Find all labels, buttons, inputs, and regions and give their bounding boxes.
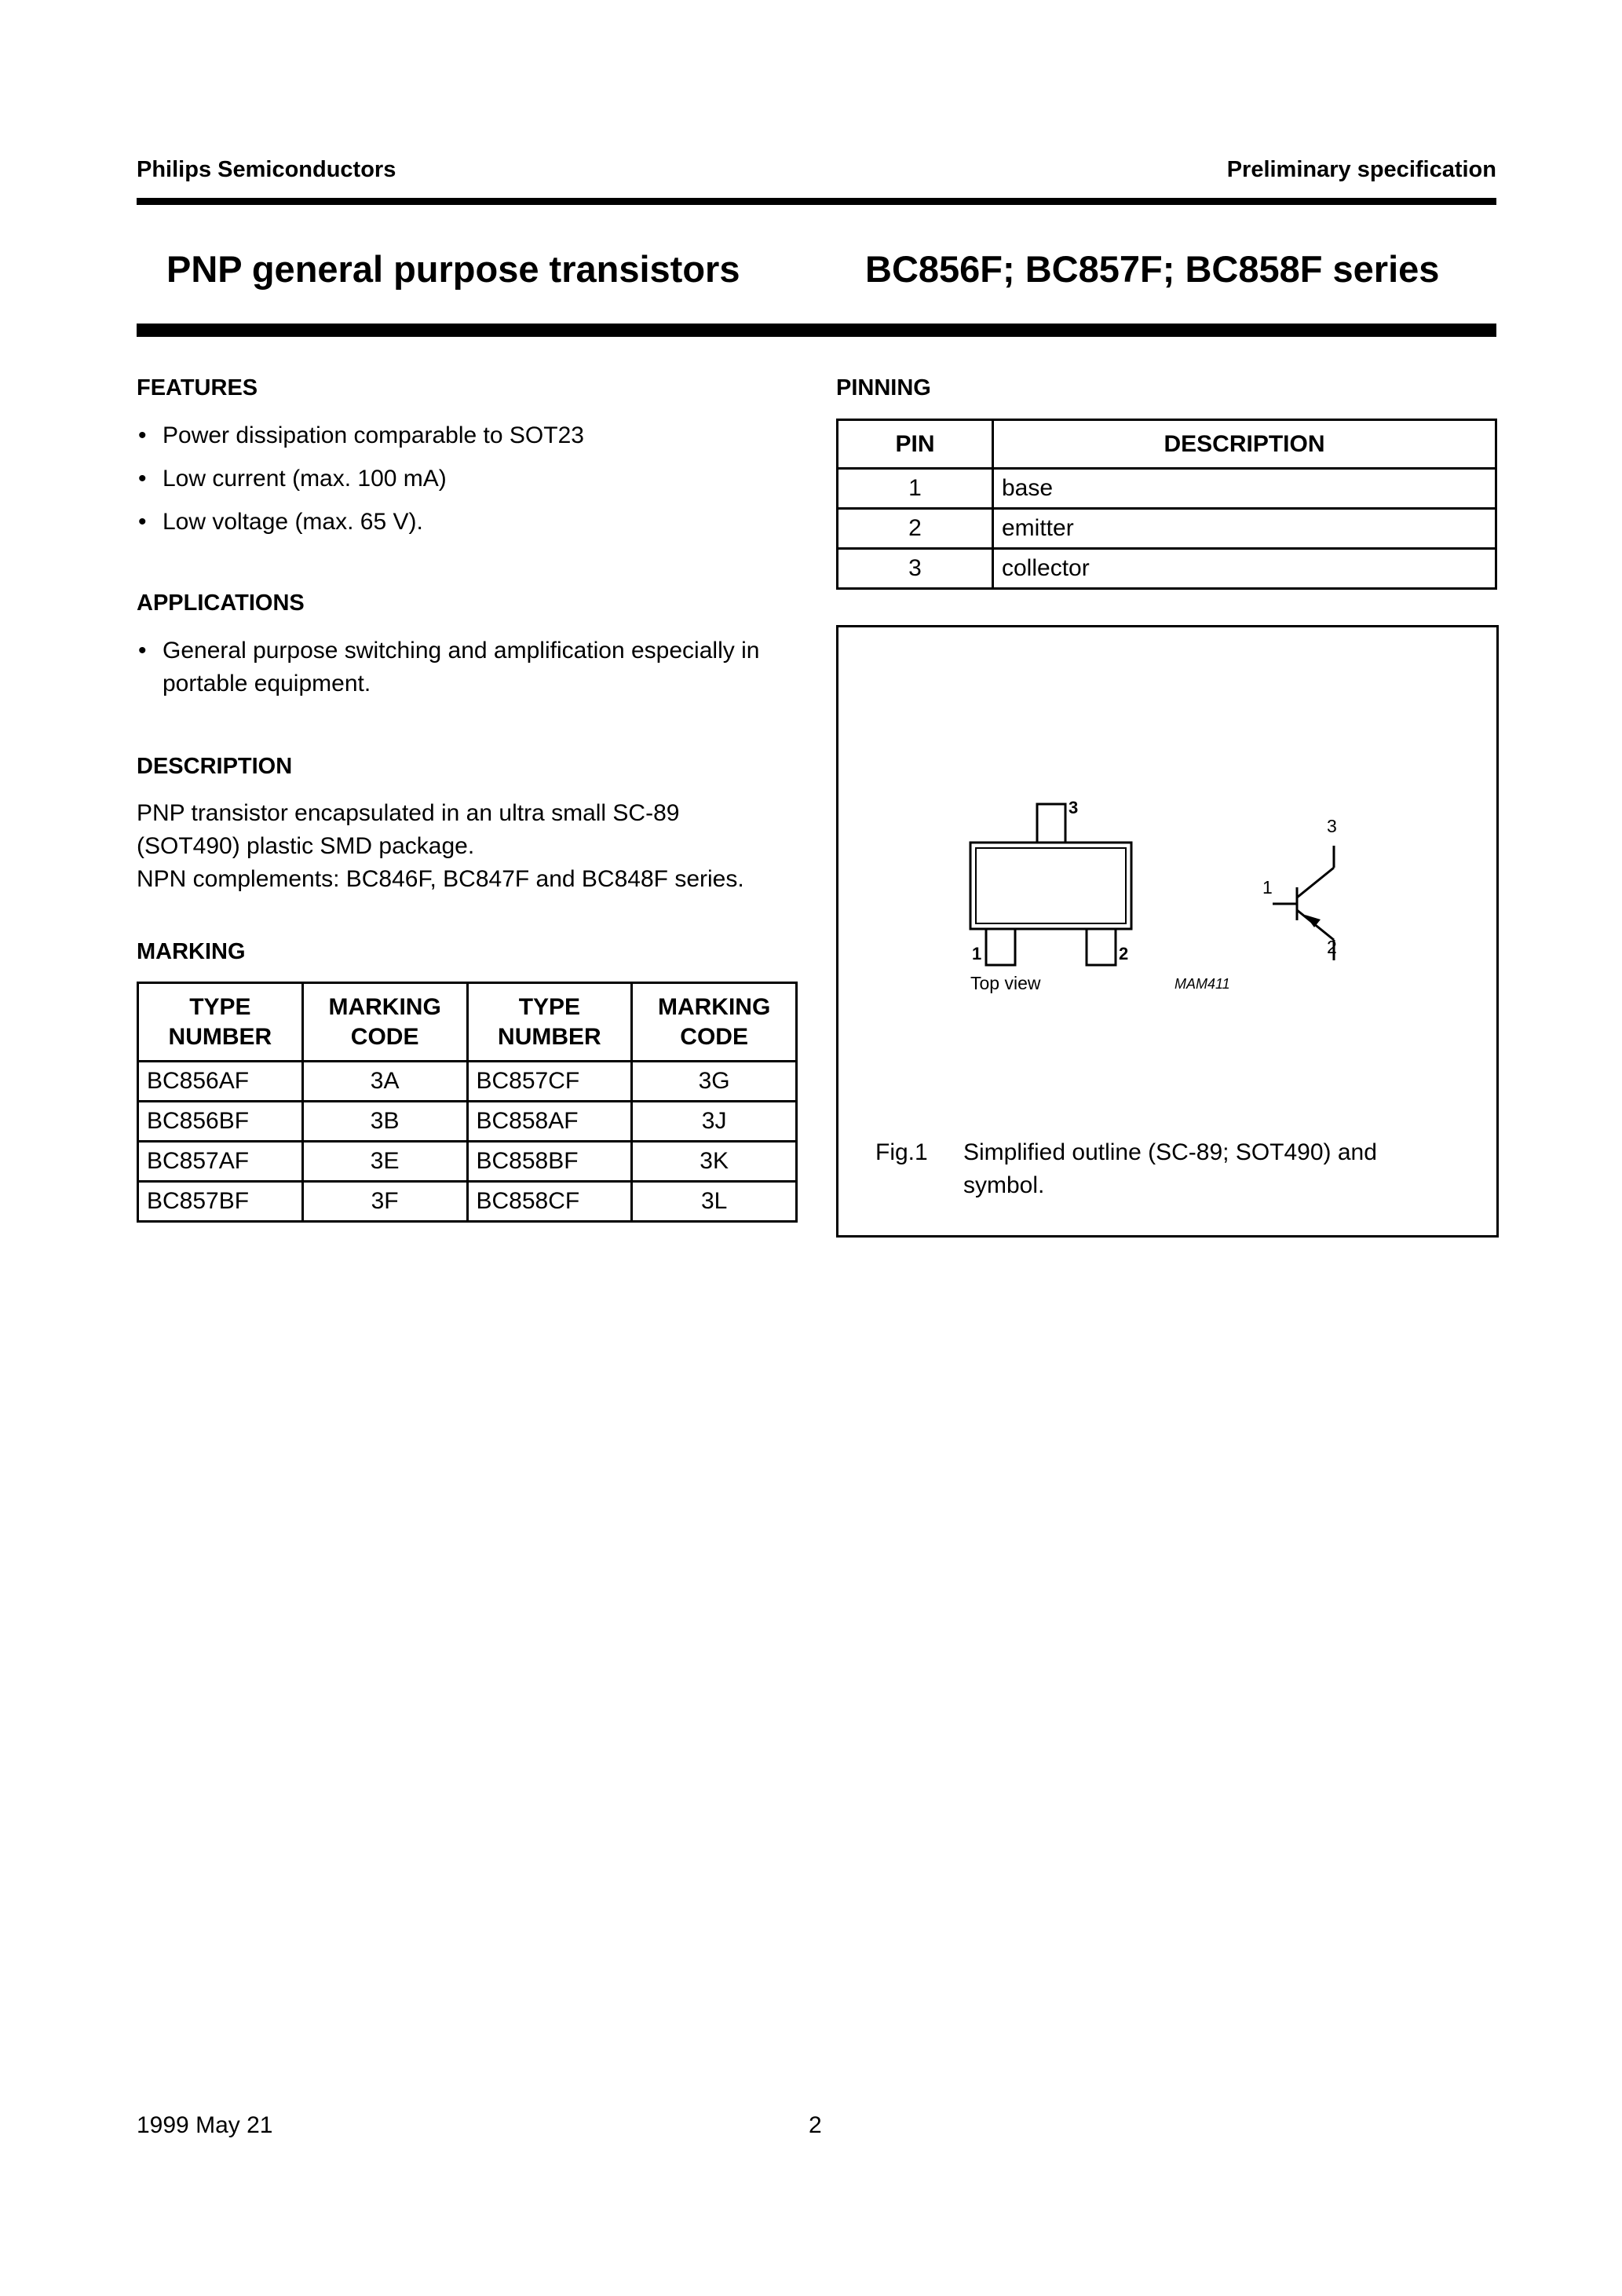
type-number-cell: BC858CF bbox=[467, 1182, 632, 1222]
package-body-inner bbox=[976, 848, 1126, 923]
title-rule bbox=[137, 324, 1496, 337]
table-row bbox=[138, 1102, 797, 1142]
type-number-cell: BC856BF bbox=[138, 1102, 303, 1142]
pin-1-pad bbox=[986, 929, 1015, 965]
package-pin-label: 2 bbox=[1119, 944, 1129, 963]
symbol-pin-label: 2 bbox=[1327, 937, 1337, 957]
pin-2-pad bbox=[1087, 929, 1116, 965]
type-number-cell: BC858BF bbox=[467, 1142, 632, 1182]
document-status: Preliminary specification bbox=[1226, 157, 1496, 182]
features-heading: FEATURES bbox=[137, 375, 258, 400]
page-title: PNP general purpose transistors bbox=[166, 248, 740, 290]
figure-caption bbox=[963, 1136, 1481, 1202]
figure-caption-label: Fig.1 bbox=[875, 1139, 928, 1165]
column-header: DESCRIPTION bbox=[993, 420, 1496, 469]
marking-code-cell: 3E bbox=[302, 1142, 467, 1182]
type-number-cell: BC857AF bbox=[138, 1142, 303, 1182]
list-item: • General purpose switching and amplification especially in portable equipment. bbox=[137, 634, 796, 700]
footer-date: 1999 May 21 bbox=[137, 2112, 273, 2138]
table-header-row bbox=[838, 420, 1496, 469]
description-text bbox=[137, 797, 820, 896]
package-pin-label: 1 bbox=[972, 944, 982, 963]
header-rule bbox=[137, 198, 1496, 205]
emitter-arrow-icon bbox=[1305, 915, 1321, 927]
pinning-table bbox=[836, 419, 1497, 590]
caption-line: symbol. bbox=[963, 1172, 1045, 1198]
marking-code-cell: 3K bbox=[632, 1142, 797, 1182]
symbol-collector-diagonal bbox=[1297, 868, 1334, 898]
column-header: TYPE NUMBER bbox=[138, 983, 303, 1062]
pin-number-cell: 1 bbox=[838, 469, 993, 509]
pin-description-cell: base bbox=[993, 469, 1496, 509]
symbol-pin-label: 1 bbox=[1262, 877, 1273, 898]
type-number-cell: BC857BF bbox=[138, 1182, 303, 1222]
list-item: • Power dissipation comparable to SOT23 bbox=[137, 419, 796, 452]
type-number-cell: BC858AF bbox=[467, 1102, 632, 1142]
marking-code-cell: 3B bbox=[302, 1102, 467, 1142]
column-header: MARKING CODE bbox=[302, 983, 467, 1062]
table-row bbox=[838, 549, 1496, 589]
symbol-pin-label: 3 bbox=[1327, 816, 1337, 836]
description-line: NPN complements: BC846F, BC847F and BC848F series. bbox=[137, 866, 744, 892]
marking-code-cell: 3L bbox=[632, 1182, 797, 1222]
marking-code-cell: 3F bbox=[302, 1182, 467, 1222]
table-row bbox=[838, 469, 1496, 509]
table-row bbox=[138, 1062, 797, 1102]
package-body bbox=[970, 843, 1131, 929]
description-heading: DESCRIPTION bbox=[137, 754, 293, 779]
table-row bbox=[138, 1182, 797, 1222]
pin-description-cell: emitter bbox=[993, 509, 1496, 549]
list-item: • Low current (max. 100 mA) bbox=[137, 462, 796, 495]
figure-1 bbox=[836, 625, 1499, 1238]
pin-description-cell: collector bbox=[993, 549, 1496, 589]
page-number: 2 bbox=[809, 2112, 822, 2138]
company-name: Philips Semiconductors bbox=[137, 157, 396, 182]
marking-heading: MARKING bbox=[137, 939, 246, 964]
marking-code-cell: 3G bbox=[632, 1062, 797, 1102]
table-header-row bbox=[138, 983, 797, 1062]
top-view-label: Top view bbox=[970, 973, 1041, 993]
table-row bbox=[838, 509, 1496, 549]
column-header: MARKING CODE bbox=[632, 983, 797, 1062]
applications-heading: APPLICATIONS bbox=[137, 590, 305, 616]
column-header: PIN bbox=[838, 420, 993, 469]
part-series-title: BC856F; BC857F; BC858F series bbox=[865, 248, 1440, 290]
description-line: PNP transistor encapsulated in an ultra small SC-89 bbox=[137, 800, 680, 826]
figure-code: MAM411 bbox=[1174, 976, 1230, 992]
pin-number-cell: 3 bbox=[838, 549, 993, 589]
pinning-heading: PINNING bbox=[836, 375, 931, 400]
applications-list bbox=[137, 634, 796, 711]
pin-number-cell: 2 bbox=[838, 509, 993, 549]
marking-code-cell: 3J bbox=[632, 1102, 797, 1142]
pin-3-pad bbox=[1037, 804, 1065, 843]
marking-code-cell: 3A bbox=[302, 1062, 467, 1102]
marking-table bbox=[137, 982, 798, 1223]
type-number-cell: BC856AF bbox=[138, 1062, 303, 1102]
list-item: • Low voltage (max. 65 V). bbox=[137, 506, 796, 539]
features-list bbox=[137, 419, 796, 549]
description-line: (SOT490) plastic SMD package. bbox=[137, 833, 475, 859]
caption-line: Simplified outline (SC-89; SOT490) and bbox=[963, 1139, 1377, 1165]
table-row bbox=[138, 1142, 797, 1182]
column-header: TYPE NUMBER bbox=[467, 983, 632, 1062]
package-pin-label: 3 bbox=[1069, 798, 1079, 817]
type-number-cell: BC857CF bbox=[467, 1062, 632, 1102]
